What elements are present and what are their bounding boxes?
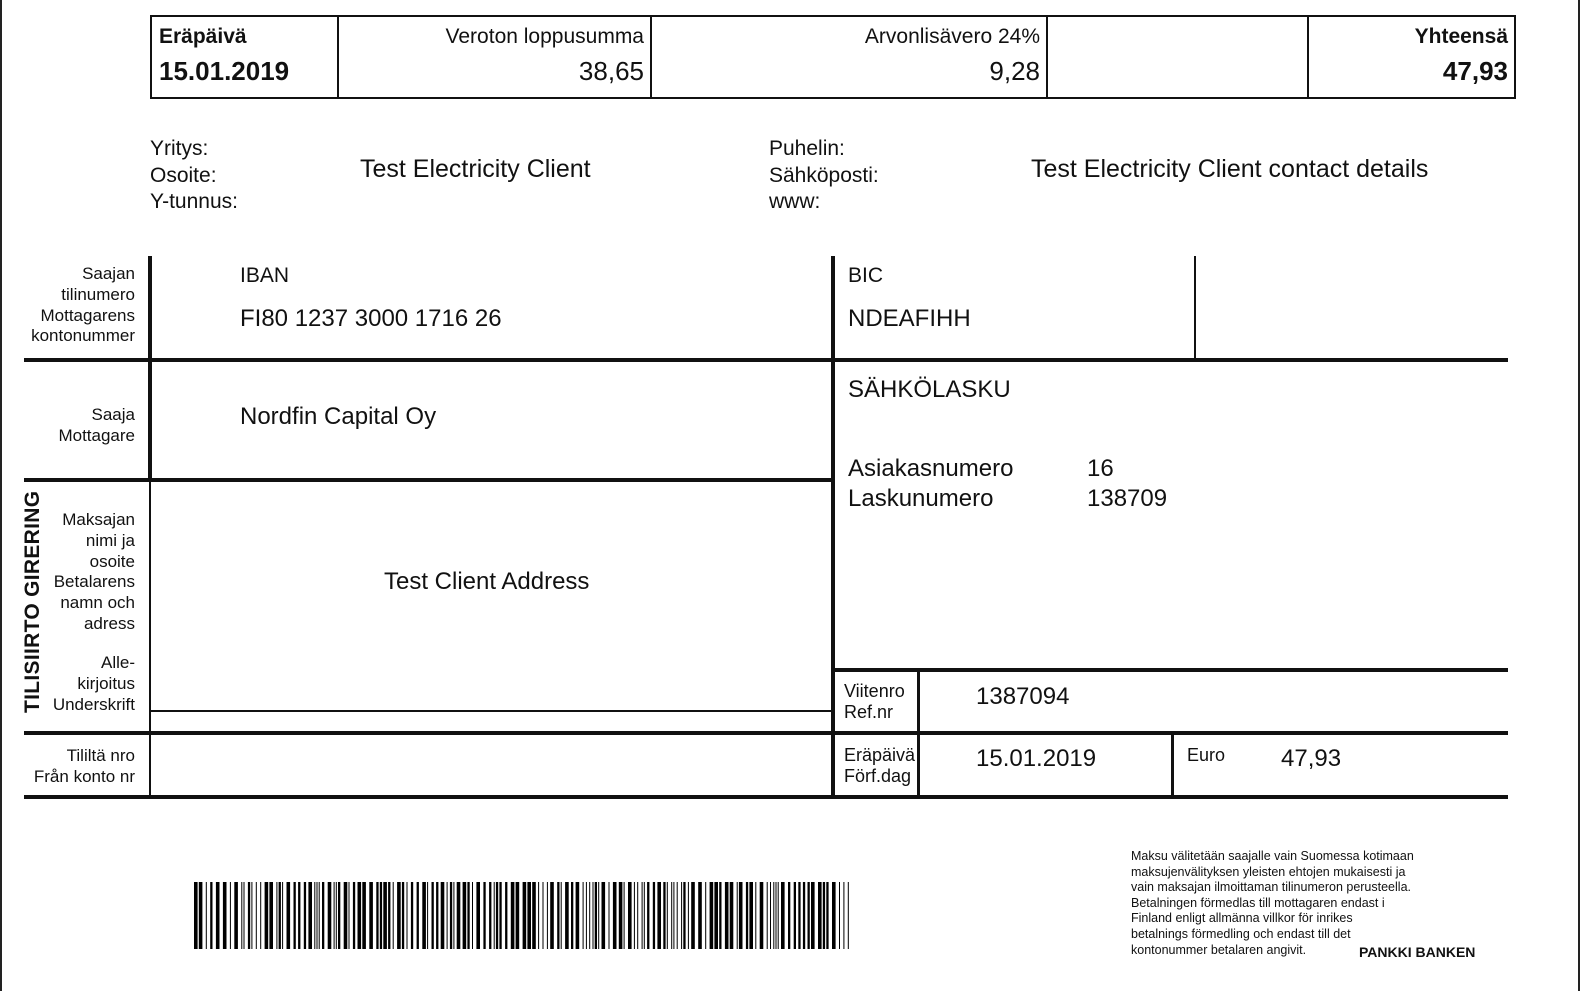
total-cell	[1309, 17, 1514, 97]
signature-label	[53, 653, 135, 715]
slip-due-label-line: Förf.dag	[844, 765, 912, 786]
from-account-label-line: Tililtä nro	[66, 746, 135, 765]
account-label-line: tilinumero	[61, 284, 135, 304]
net-total-cell	[339, 17, 650, 97]
company-label: Yritys:	[150, 137, 209, 160]
company-labels	[150, 136, 238, 216]
disclaimer-line: kontonummer betalaren angivit.	[1131, 942, 1307, 957]
reference-label-line: Viitenro	[844, 681, 905, 701]
reference-label-line: Ref.nr	[844, 701, 894, 722]
company-name: Test Electricity Client	[360, 155, 591, 183]
iban-label: IBAN	[240, 264, 290, 287]
disclaimer-line: maksujenvälityksen yleisten ehtojen mukaisesti ja	[1131, 864, 1406, 879]
email-label: Sähköposti:	[769, 163, 879, 187]
customer-number-label: Asiakasnumero	[848, 455, 1014, 482]
vat-label: Arvonlisävero 24%	[864, 25, 1040, 48]
payer-label-line: namn och	[60, 593, 135, 613]
contact-labels	[769, 136, 879, 216]
customer-number-value: 16	[1087, 455, 1114, 482]
disclaimer-line: betalnings förmedling och endast till det	[1131, 926, 1351, 941]
invoice-summary-table	[150, 15, 1516, 99]
slip-due-label-line: Eräpäivä	[844, 745, 916, 765]
account-label	[31, 264, 135, 347]
signature-label-line: kirjoitus	[77, 673, 135, 693]
payer-label-line: adress	[83, 613, 135, 633]
euro-value: 47,93	[1281, 745, 1342, 772]
from-account-label-line: Från konto nr	[33, 766, 135, 786]
empty-cell	[1048, 17, 1307, 97]
euro-label: Euro	[1187, 745, 1226, 765]
company-contact: Test Electricity Client contact details	[1031, 155, 1429, 183]
vat-cell	[652, 17, 1046, 97]
invoice-number-label: Laskunumero	[848, 485, 994, 512]
bank-label: PANKKI BANKEN	[1359, 944, 1476, 960]
disclaimer-line: vain maksajan ilmoittaman tilinumeron perusteella.	[1131, 880, 1411, 895]
reference-value: 1387094	[976, 683, 1070, 710]
payer-label-line: nimi ja	[85, 530, 135, 550]
phone-label: Puhelin:	[769, 137, 845, 160]
recipient-value: Nordfin Capital Oy	[240, 403, 437, 430]
bic-label: BIC	[848, 264, 884, 287]
due-date-cell	[152, 17, 338, 97]
total-value: 47,93	[1442, 56, 1508, 86]
net-total-label: Veroton loppusumma	[445, 25, 644, 48]
business-id-label: Y-tunnus:	[150, 190, 238, 213]
total-label: Yhteensä	[1414, 25, 1508, 48]
signature-label-line: Alle-	[100, 653, 135, 672]
payer-label-line: Betalarens	[53, 572, 135, 592]
www-label: www:	[769, 190, 821, 213]
payer-label-line: osoite	[89, 551, 135, 571]
due-date-value: 15.01.2019	[159, 56, 290, 86]
account-label-line: Saajan	[82, 264, 135, 283]
signature-label-line: Underskrift	[52, 694, 135, 714]
slip-due-label	[844, 745, 915, 787]
payer-label-line: Maksajan	[62, 510, 135, 529]
vat-value: 9,28	[989, 56, 1040, 86]
payer-value: Test Client Address	[384, 568, 590, 595]
bic-value: NDEAFIHH	[848, 305, 971, 332]
recipient-label-line: Saaja	[91, 405, 135, 424]
page-border-right	[1578, 0, 1580, 991]
slip-side-title: TILISIIRTO GIRERING	[21, 490, 44, 713]
barcode-icon	[194, 882, 852, 949]
net-total-value: 38,65	[578, 56, 644, 86]
address-label: Osoite:	[150, 163, 217, 187]
recipient-label	[58, 405, 135, 447]
payment-disclaimer	[1131, 849, 1414, 958]
due-date-label: Eräpäivä	[159, 25, 247, 48]
payer-label	[54, 510, 135, 635]
from-account-label	[34, 746, 135, 788]
reference-label	[844, 681, 905, 723]
disclaimer-line: Betalningen förmedlas till mottagaren endast i	[1131, 895, 1385, 910]
recipient-label-line: Mottagare	[58, 425, 135, 445]
page-border-left	[0, 0, 2, 991]
iban-value: FI80 1237 3000 1716 26	[240, 305, 502, 332]
disclaimer-line: Maksu välitetään saajalle vain Suomessa kotimaan	[1131, 849, 1414, 863]
account-label-line: Mottagarens	[40, 305, 135, 325]
account-label-line: kontonummer	[31, 326, 135, 346]
invoice-title: SÄHKÖLASKU	[848, 376, 1011, 403]
disclaimer-line: Finland enligt allmänna villkor för inrikes	[1131, 911, 1353, 926]
slip-due-value: 15.01.2019	[976, 745, 1097, 772]
invoice-number-value: 138709	[1087, 485, 1168, 512]
